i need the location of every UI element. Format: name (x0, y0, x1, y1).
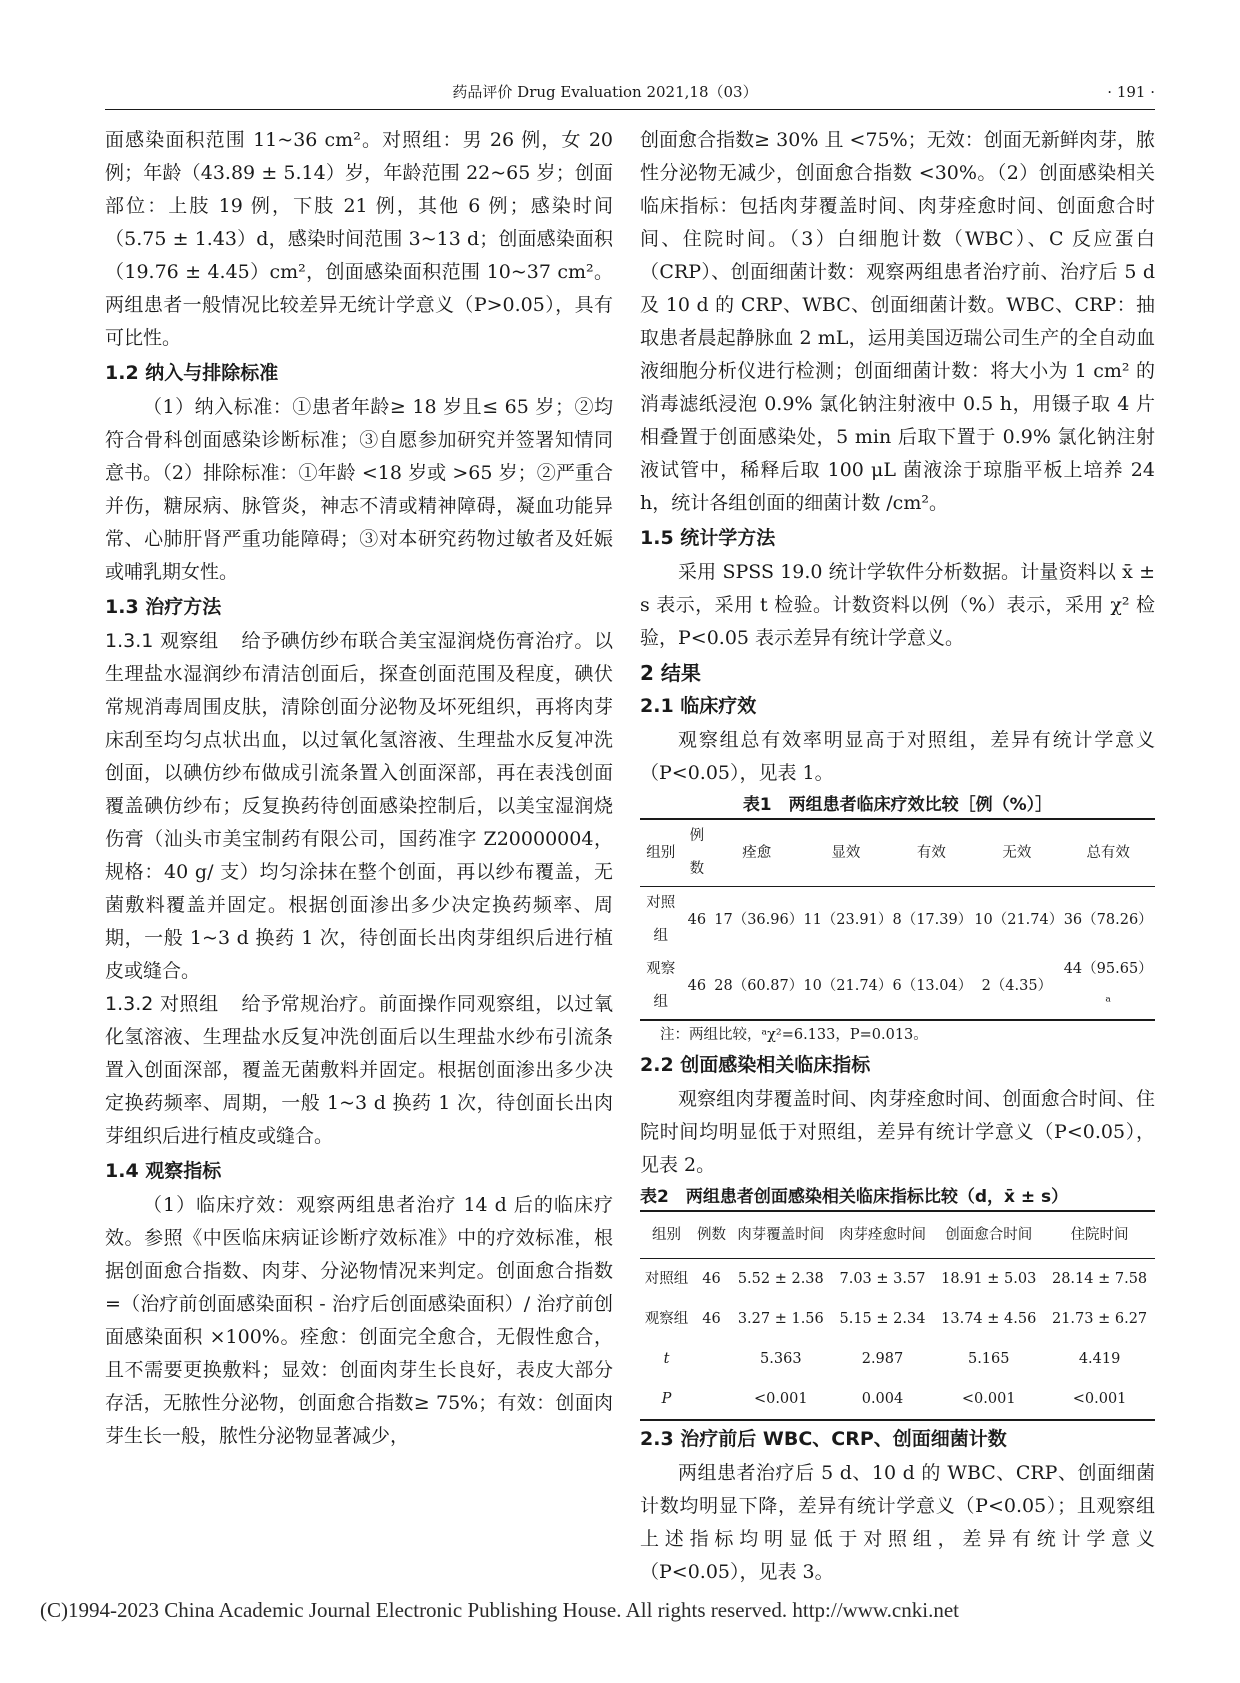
table-cell: 28（60.87） (714, 977, 804, 994)
table-cell: 36（78.26） (1063, 911, 1153, 928)
table-header-cell: 肉芽覆盖时间 (737, 1226, 825, 1243)
table-cell: 46 (687, 977, 707, 994)
table-header-row (640, 819, 1155, 887)
subsection-label: 1.3.1 观察组 (105, 630, 219, 652)
table-header-cell: 显效 (831, 844, 861, 861)
table-row (640, 953, 1155, 1020)
table-header-cell: 例数 (697, 1226, 727, 1243)
table-cell: 18.91 ± 5.03 (941, 1270, 1037, 1287)
paragraph: 两组患者治疗后 5 d、10 d 的 WBC、CRP、创面细菌计数均明显下降，差异有统计学意义（P<0.05）；且观察组上述指标均明显低于对照组，差异有统计学意义（P<0.05），见表 3。 (640, 1462, 1155, 1583)
table-cell: 11（23.91） (803, 911, 893, 928)
paragraph: 观察组总有效率明显高于对照组，差异有统计学意义（P<0.05），见表 1。 (640, 729, 1155, 784)
paragraph (105, 988, 613, 1153)
table-header-cell: 组别 (652, 1226, 682, 1243)
paragraph-text: 给予碘仿纱布联合美宝湿润烧伤膏治疗。以生理盐水湿润纱布清洁创面后，探查创面范围及程度，碘伏常规消毒周围皮肤，清除创面分泌物及坏死组织，再将肉芽床刮至均匀点状出血，以过氧化氢溶液、生理盐水反复冲洗创面，以碘仿纱布做成引流条置入创面深部，再在表浅创面覆盖碘仿纱布；反复换药待创面感染控制后，以美宝湿润烧伤膏（汕头市美宝制药有限公司，国药准字 Z20000004，规格：40 g/ 支）均匀涂抹在整个创面，再以纱布覆盖，无菌敷料覆盖并固定。根据创面渗出多少决定换药频率、周期，一般 1~3 d 换药 1 次，待创面长出肉芽组织后进行植皮或缝合。 (105, 630, 613, 982)
section-heading: 1.3 治疗方法 (105, 596, 222, 618)
paragraph: （1）临床疗效：观察两组患者治疗 14 d 后的临床疗效。参照《中医临床病证诊断疗效标准》中的疗效标准，根据创面愈合指数、肉芽、分泌物情况来判定。创面愈合指数 =（治疗前创面感染面积 - 治疗后创面感染面积）/ 治疗前创面感染面积 ×100%。痊愈：创面完全愈合，无假性愈合，且不需要更换敷料；显效：创面肉芽生长良好，表皮大部分存活，无脓性分泌物，创面愈合指数≥ 75%；有效：创面肉芽生长一般，脓性分泌物显著减少， (105, 1194, 613, 1447)
table-cell: 6（13.04） (892, 977, 973, 994)
section-heading: 1.5 统计学方法 (640, 527, 776, 549)
table-header-cell: 住院时间 (1070, 1226, 1129, 1243)
table-cell: 观察组 (646, 961, 676, 1010)
paragraph-text: 给予常规治疗。前面操作同观察组，以过氧化氢溶液、生理盐水反复冲洗创面后以生理盐水纱布引流条置入创面深部，覆盖无菌敷料并固定。根据创面渗出多少决定换药频率、周期，一般 1~3 d 换药 1 次，待创面长出肉芽组织后进行植皮或缝合。 (105, 993, 613, 1147)
table-cell: 10（21.74） (803, 977, 893, 994)
table-cell: 13.74 ± 4.56 (941, 1310, 1037, 1327)
table-cell: 7.03 ± 3.57 (839, 1270, 926, 1287)
table-cell: 5.165 (967, 1350, 1010, 1367)
table-cell: <0.001 (753, 1390, 808, 1407)
table-cell: 21.73 ± 6.27 (1051, 1310, 1148, 1327)
paragraph: 采用 SPSS 19.0 统计学软件分析数据。计量资料以 x̄ ± s 表示，采用 t 检验。计数资料以例（%）表示，采用 χ² 检验，P<0.05 表示差异有统计学意义。 (640, 561, 1155, 649)
table-cell: 5.363 (760, 1350, 802, 1367)
table-cell: 对照组 (644, 1270, 689, 1287)
table-row (640, 1339, 1155, 1379)
table-cell: 8（17.39） (892, 911, 973, 928)
section-heading: 2.2 创面感染相关临床指标 (640, 1054, 871, 1076)
left-column (105, 124, 613, 1453)
table-header-row (640, 1211, 1155, 1259)
table-header-cell: 无效 (1002, 844, 1032, 861)
table-row (640, 1379, 1155, 1420)
table-cell: 4.419 (1078, 1350, 1121, 1367)
table-cell (693, 1339, 730, 1379)
running-header (105, 80, 1155, 104)
table-cell: 28.14 ± 7.58 (1051, 1270, 1148, 1287)
table-row (640, 887, 1155, 954)
paragraph: 面感染面积范围 11~36 cm²。对照组：男 26 例，女 20 例；年龄（43.89 ± 5.14）岁，年龄范围 22~65 岁；创面部位：上肢 19 例，下肢 21 例，其他 6 例；感染时间（5.75 ± 1.43）d，感染时间范围 3~13 d；创面感染面积（19.76 ± 4.45）cm²，创面感染面积范围 10~37 cm²。两组患者一般情况比较差异无统计学意义（P>0.05），具有可比性。 (105, 129, 613, 349)
table-1 (640, 818, 1155, 1021)
table-header-cell: 肉芽痊愈时间 (838, 1226, 926, 1243)
section-heading: 2.1 临床疗效 (640, 695, 757, 717)
table-caption: 表1 两组患者临床疗效比较［例（%）］ (742, 795, 1053, 815)
table-caption: 表2 两组患者创面感染相关临床指标比较（d，x̄ ± s） (640, 1187, 1069, 1207)
table-cell: 2.987 (861, 1350, 904, 1367)
table-row (640, 1259, 1155, 1300)
table-header-cell: 有效 (916, 844, 946, 861)
table-cell: 5.15 ± 2.34 (839, 1310, 926, 1327)
table-cell: 46 (687, 911, 707, 928)
table-cell: 17（36.96） (714, 911, 804, 928)
table-cell: 46 (702, 1310, 721, 1327)
table-cell: <0.001 (1072, 1390, 1127, 1407)
table-note: 注：两组比较，ᵃχ²=6.133，P=0.013。 (660, 1027, 928, 1043)
table-cell: P (661, 1390, 672, 1407)
copyright-footer: (C)1994-2023 China Academic Journal Electronic Publishing House. All rights reserved. http://www.cnki.net (40, 1598, 959, 1622)
page-number: · 191 · (1107, 83, 1155, 101)
table-row (640, 1299, 1155, 1339)
right-column (640, 124, 1155, 1589)
paragraph: 创面愈合指数≥ 30% 且 <75%；无效：创面无新鲜肉芽，脓性分泌物无减少，创面愈合指数 <30%。（2）创面感染相关临床指标：包括肉芽覆盖时间、肉芽痊愈时间、创面愈合时间、住院时间。（3）白细胞计数（WBC）、C 反应蛋白（CRP）、创面细菌计数：观察两组患者治疗前、治疗后 5 d 及 10 d 的 CRP、WBC、创面细菌计数。WBC、CRP：抽取患者晨起静脉血 2 mL，运用美国迈瑞公司生产的全自动血液细胞分析仪进行检测；创面细菌计数：将大小为 1 cm² 的消毒滤纸浸泡 0.9% 氯化钠注射液中 0.5 h，用镊子取 4 片相叠置于创面感染处，5 min 后取下置于 0.9% 氯化钠注射液试管中，稀释后取 100 μL 菌液涂于琼脂平板上培养 24 h，统计各组创面的细菌计数 /cm²。 (640, 129, 1155, 514)
table-cell: 10（21.74） (974, 911, 1064, 928)
section-heading: 2.3 治疗前后 WBC、CRP、创面细菌计数 (640, 1428, 1007, 1450)
header-rule (105, 109, 1155, 110)
paragraph: 观察组肉芽覆盖时间、肉芽痊愈时间、创面愈合时间、住院时间均明显低于对照组，差异有统计学意义（P<0.05），见表 2。 (640, 1088, 1155, 1176)
table-header-cell: 例数 (689, 828, 705, 877)
section-heading: 1.2 纳入与排除标准 (105, 362, 279, 384)
table-cell: 2（4.35） (981, 977, 1053, 994)
table-2 (640, 1210, 1155, 1421)
table-cell: 对照组 (646, 895, 676, 944)
table-header-cell: 总有效 (1086, 844, 1130, 861)
section-heading: 2 结果 (640, 661, 701, 685)
table-header-cell: 创面愈合时间 (945, 1226, 1033, 1243)
paragraph (105, 625, 613, 988)
table-cell: 5.52 ± 2.38 (737, 1270, 824, 1287)
journal-title: 药品评价 Drug Evaluation 2021,18（03） (452, 83, 758, 101)
table-cell: 3.27 ± 1.56 (737, 1310, 824, 1327)
table-cell: 观察组 (644, 1310, 689, 1327)
table-cell: 46 (702, 1270, 721, 1287)
section-heading: 1.4 观察指标 (105, 1160, 222, 1182)
table-cell: 44（95.65）ᵃ (1063, 961, 1153, 1010)
table-header-cell: 组别 (646, 844, 676, 861)
table-cell (693, 1379, 730, 1420)
table-cell: t (663, 1350, 670, 1367)
subsection-label: 1.3.2 对照组 (105, 993, 219, 1015)
table-cell: <0.001 (961, 1390, 1016, 1407)
table-header-cell: 痊愈 (742, 844, 772, 861)
paragraph: （1）纳入标准：①患者年龄≥ 18 岁且≤ 65 岁；②均符合骨科创面感染诊断标准；③自愿参加研究并签署知情同意书。（2）排除标准：①年龄 <18 岁或 >65 岁；②严重合并伤，糖尿病、脉管炎，神志不清或精神障碍，凝血功能异常、心肺肝肾严重功能障碍；③对本研究药物过敏者及妊娠或哺乳期女性。 (105, 396, 613, 583)
table-cell: 0.004 (861, 1390, 904, 1407)
